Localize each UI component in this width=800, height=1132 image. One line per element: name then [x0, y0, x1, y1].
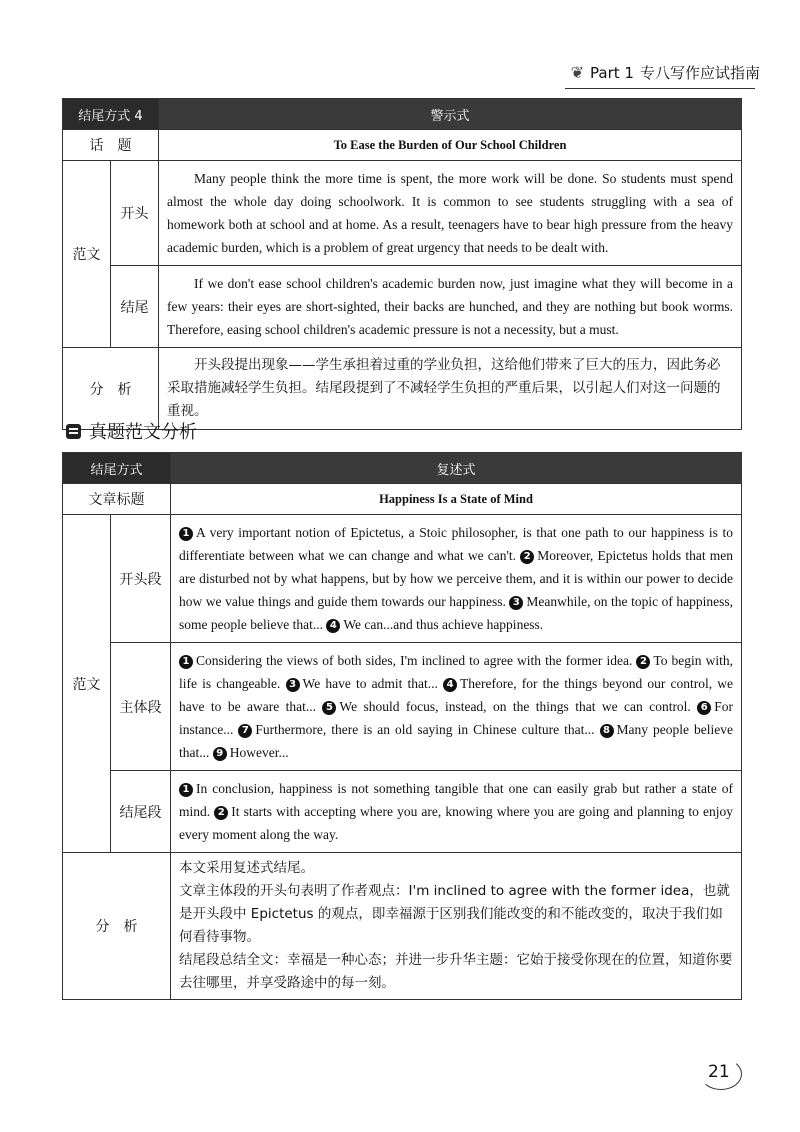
sentence-number-icon: 2	[636, 655, 650, 669]
section-heading	[66, 418, 197, 444]
analysis-line: 本文采用复述式结尾。	[179, 860, 315, 876]
section-title: 真题范文分析	[89, 422, 197, 443]
analysis-paragraph: 开头段提出现象——学生承担着过重的学业负担，这给他们带来了巨大的压力，因此务必采取措施减轻学生负担。结尾段提到了不减轻学生负担的严重后果，以引起人们对这一问题的重视。	[159, 348, 742, 430]
analysis-line: 文章主体段的开头句表明了作者观点：I'm inclined to agree with the former idea，也就是开头段中 Epictetus 的观点，即幸福源于区别我们能改变的和不能改变的，取决于我们如何看待事物。	[179, 883, 730, 945]
analysis-block	[171, 853, 742, 1000]
sentence-number-icon: 5	[322, 701, 336, 715]
sentence-number-icon: 9	[213, 747, 227, 761]
body-paragraph	[171, 643, 742, 771]
sample-label: 范文	[63, 161, 111, 348]
analysis-label: 分 析	[63, 348, 159, 430]
article-title-label: 文章标题	[63, 484, 171, 515]
sentence-text: Therefore, for the things beyond our control, we have to be aware that...	[179, 676, 733, 714]
sentence-text: Moreover, Epictetus holds that men are disturbed not by what happens, but by how we perceive them, and it is within our power to decide how we value things and guide them towards our happiness.	[179, 548, 733, 609]
sentence-text: We can...and thus achieve happiness.	[343, 617, 544, 632]
analysis-label: 分 析	[63, 853, 171, 1000]
sentence-text: In conclusion, happiness is not something tangible that one can easily grab but rather a state of mind.	[179, 781, 733, 819]
sentence-text: For instance...	[179, 699, 733, 737]
sentence-number-icon: 1	[179, 783, 193, 797]
sentence-text: Many people believe that...	[179, 722, 733, 760]
article-title: Happiness Is a State of Mind	[171, 484, 742, 515]
sentence-text: A very important notion of Epictetus, a Stoic philosopher, is that one path to our happiness is to differentiate between what we can change and what we can't.	[179, 525, 733, 563]
table2-header-right: 复述式	[171, 453, 742, 484]
analysis-line: 结尾段总结全文：幸福是一种心态；并进一步升华主题：它始于接受你现在的位置，知道你要去往哪里，并享受路途中的每一刻。	[179, 952, 733, 991]
sentence-number-icon: 4	[326, 619, 340, 633]
page-number: 21	[708, 1062, 730, 1082]
sentence-number-icon: 1	[179, 527, 193, 541]
sentence-number-icon: 3	[509, 596, 523, 610]
opening-label: 开头段	[111, 515, 171, 643]
ending-paragraph	[171, 771, 742, 853]
sentence-number-icon: 8	[600, 724, 614, 738]
header-rule	[565, 88, 755, 89]
sentence-number-icon: 3	[286, 678, 300, 692]
body-label: 主体段	[111, 643, 171, 771]
ending-paragraph: If we don't ease school children's academic burden now, just imagine what they will become in a few years: their eyes are short-sighted, their backs are hunched, and they are nothing but book worms. Therefore, easing school children's academic pressure is not a necessity, but a must.	[159, 266, 742, 348]
sentence-text: Considering the views of both sides, I'm inclined to agree with the former idea.	[196, 653, 637, 668]
sentence-number-icon: 2	[520, 550, 534, 564]
sample-label: 范文	[63, 515, 111, 853]
sentence-text: Meanwhile, on the topic of happiness, some people believe that...	[179, 594, 733, 632]
page-header	[571, 62, 760, 83]
table2-header-left: 结尾方式	[63, 453, 171, 484]
header-title: 专八写作应试指南	[639, 64, 760, 82]
sentence-text: We have to admit that...	[302, 676, 444, 691]
sentence-number-icon: 1	[179, 655, 193, 669]
topic-title: To Ease the Burden of Our School Children	[159, 130, 742, 161]
sentence-number-icon: 2	[214, 806, 228, 820]
sentence-text: Furthermore, there is an old saying in Chinese culture that...	[255, 722, 600, 737]
sentence-number-icon: 6	[697, 701, 711, 715]
opening-label: 开头	[111, 161, 159, 266]
ending-label: 结尾	[111, 266, 159, 348]
table-warning-ending	[62, 98, 742, 430]
sentence-text: It starts with accepting where you are, knowing where you are going and planning to enjoy every moment along the way.	[179, 804, 733, 842]
sentence-text: However...	[229, 745, 289, 760]
opening-paragraph	[171, 515, 742, 643]
ending-label: 结尾段	[111, 771, 171, 853]
table-recap-ending	[62, 452, 742, 1000]
sentence-number-icon: 7	[238, 724, 252, 738]
layers-icon	[66, 424, 81, 439]
opening-paragraph: Many people think the more time is spent, the more work will be done. So students must spend almost the whole day doing schoolwork. It is common to see students struggling with a sea of homework both at school and at home. As a result, teenagers have to bear high pressure from the heavy academic burden, which is a problem of great urgency that needs to be dealt with.	[159, 161, 742, 266]
sentence-number-icon: 4	[443, 678, 457, 692]
table1-header-left: 结尾方式 4	[63, 99, 159, 130]
header-part: Part 1	[590, 63, 634, 82]
sentence-text: To begin with, life is changeable.	[179, 653, 733, 691]
leaf-icon: ❦	[570, 63, 585, 82]
topic-label: 话 题	[63, 130, 159, 161]
sentence-text: We should focus, instead, on the things that we can control.	[339, 699, 698, 714]
table1-header-right: 警示式	[159, 99, 742, 130]
